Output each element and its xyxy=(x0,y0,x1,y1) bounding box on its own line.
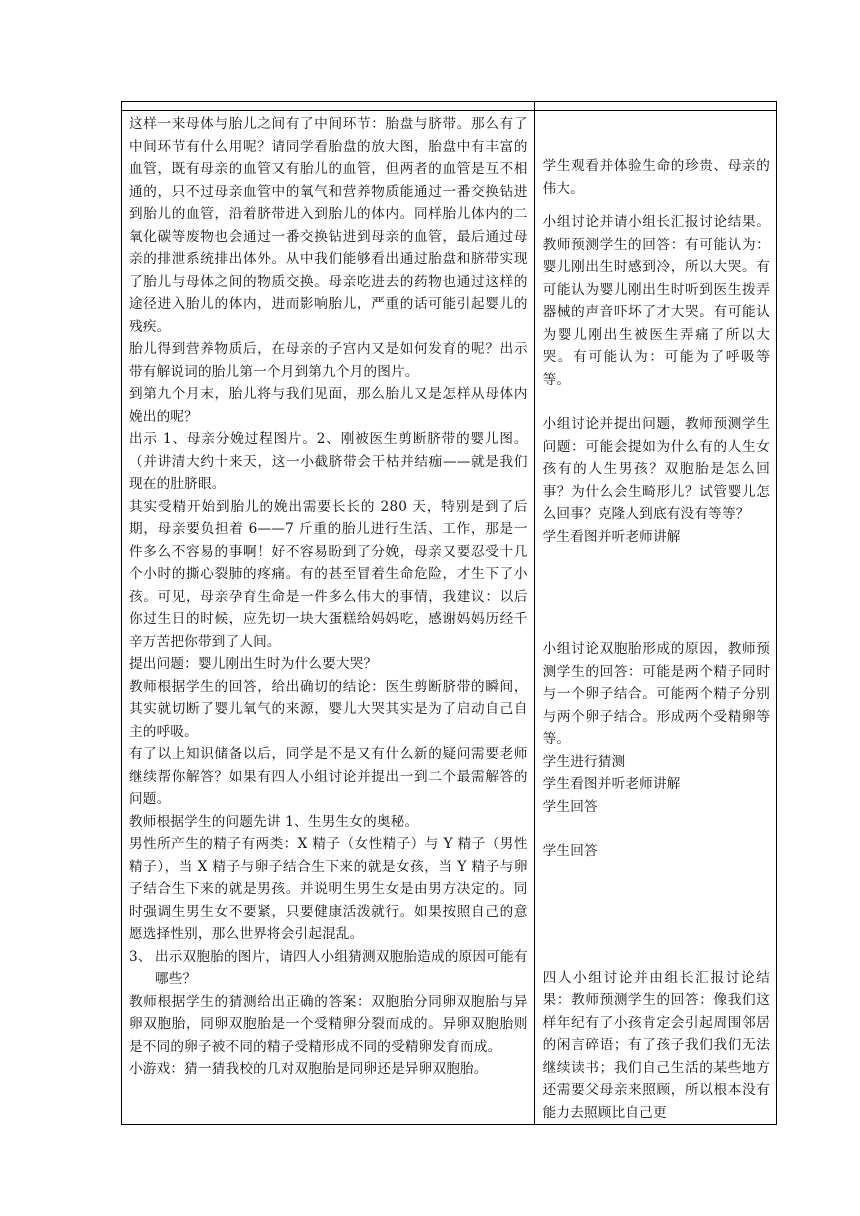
paragraph: 小组讨论并提出问题，教师预测学生问题：可能会提如为什么有的人生女孩有的人生男孩？双胞胎是怎么回事？为什么会生畸形儿？试管婴儿怎么回事？克隆人到底有没有等等？ xyxy=(542,416,770,522)
paragraph: 学生回答 xyxy=(542,843,598,859)
paragraph: 有了以上知识储备以后，同学是不是又有什么新的疑问需要老师继续帮你解答？如果有四人小组讨论并提出一到二个最需解答的问题。 xyxy=(129,746,528,807)
item-text: 出示双胞胎的图片，请四人小组猜测双胞胎造成的原因可能有哪些？ xyxy=(155,948,528,987)
student-activity-cell xyxy=(534,111,776,1125)
paragraph: 小组讨论双胞胎形成的原因，教师预测学生的回答：可能是两个精子同时与一个卵子结合。可能两个精子分别与两个卵子结合。形成两个受精卵等等。 xyxy=(542,641,770,747)
spacer xyxy=(543,818,770,840)
paragraph: 学生看图并听老师讲解 xyxy=(542,776,681,792)
paragraph: 出示 1、母亲分娩过程图片。2、刚被医生剪断脐带的婴儿图。（并讲清大约十来天，这一小截脐带会干枯并结痂——就是我们现在的肚脐眼。 xyxy=(129,431,528,492)
teacher-activity-cell xyxy=(122,111,535,1125)
paragraph: 学生回答 xyxy=(542,798,598,815)
paragraph: 男性所产生的精子有两类：X 精子（女性精子）与 Y 精子（男性精子），当 X 精子与卵子结合生下来的就是女孩，当 Y 精子与卵子结合生下来的就是男孩。并说明生男生女是由男方决定的。同时强调生男生女不要紧，只要健康活泼就行。如果按照自己的意愿选择性别，那么世界将会引起混乱。 xyxy=(129,836,528,942)
paragraph: 其实受精开始到胎儿的娩出需要长长的 280 天，特别是到了后期，母亲要负担着 6——7 斤重的胎儿进行生活、工作，那是一件多么不容易的事啊！好不容易盼到了分娩，母亲又要忍受十几个小时的撕心裂肺的疼痛。有的甚至冒着生命危险，才生下了小孩。可见，母亲孕育生命是一件多么伟大的事情，我建议：以后你过生日的时候，应先切一块大蛋糕给妈妈吃，感谢妈妈历经千辛万苦把你带到了人间。 xyxy=(129,498,528,650)
spacer xyxy=(543,391,770,413)
paragraph: 小游戏：猜一猜我校的几对双胞胎是同卵还是异卵双胞胎。 xyxy=(129,1061,488,1077)
paragraph: 胎儿得到营养物质后，在母亲的子宫内又是如何发育的呢？出示带有解说词的胎儿第一个月到第九个月的图片。 xyxy=(129,341,528,380)
lesson-table xyxy=(121,101,777,1125)
paragraph: 学生进行猜测 xyxy=(542,753,626,770)
spacer xyxy=(543,863,770,915)
paragraph: 教师根据学生的回答，给出确切的结论：医生剪断脐带的瞬间，其实就切断了婴儿氧气的来源，婴儿大哭其实是为了启动自己自主的呼吸。 xyxy=(129,678,528,740)
numbered-item xyxy=(129,946,528,991)
paragraph: 小组讨论并请小组长汇报讨论结果。教师预测学生的回答：有可能认为：婴儿刚出生时感到冷，所以大哭。有可能认为婴儿刚出生时听到医生拨弄器械的声音吓坏了才大哭。有可能认为婴儿刚出生被医生弄痛了所以大哭。有可能认为：可能为了呼吸等等。 xyxy=(542,214,770,388)
spacer xyxy=(543,200,770,211)
paragraph: 这样一来母体与胎儿之间有了中间环节：胎盘与脐带。那么有了中间环节有什么用呢？请同学看胎盘的放大图，胎盘中有丰富的血管，既有母亲的血管又有胎儿的血管，但两者的血管是互不相通的，只不过母亲血管中的氧气和营养物质能通过一番交换钻进到胎儿的血管，沿着脐带进入到胎儿的体内。同样胎儿体内的二氧化碳等废物也会通过一番交换钻进到母亲的血管，最后通过母亲的排泄系统排出体外。从中我们能够看出通过胎盘和脐带实现了胎儿与母体之间的物质交换。母亲吃进去的药物也通过这样的途径进入胎儿的体内，进而影响胎儿，严重的话可能引起婴儿的残疾。 xyxy=(129,116,528,335)
paragraph: 四人小组讨论并由组长汇报讨论结果：教师预测学生的回答：像我们这样年纪有了小孩肯定会引起周围邻居的闲言碎语；有了孩子我们我们无法继续读书；我们自己生活的某些地方还需要父母亲来照顾，所以根本没有能力去照顾比自己更 xyxy=(542,969,770,1121)
spacer xyxy=(543,113,770,155)
paragraph: 教师根据学生的问题先讲 1、生男生女的奥秘。 xyxy=(129,813,419,830)
paragraph: 教师根据学生的猜测给出正确的答案：双胞胎分同卵双胞胎与异卵双胞胎，同卵双胞胎是一个受精卵分裂而成的。异卵双胞胎则是不同的卵子被不同的精子受精形成不同的受精卵发育而成。 xyxy=(129,993,528,1055)
table-top-row xyxy=(122,102,777,111)
spacer xyxy=(543,915,770,967)
table-body-row xyxy=(122,111,777,1125)
spacer xyxy=(543,548,770,638)
top-left-cell xyxy=(122,102,535,111)
paragraph: 到第九个月末，胎儿将与我们见面，那么胎儿又是怎样从母体内娩出的呢？ xyxy=(129,386,528,425)
paragraph: 学生看图并听老师讲解 xyxy=(542,528,681,545)
top-right-cell xyxy=(534,102,776,111)
paragraph: 学生观看并体验生命的珍贵、母亲的伟大。 xyxy=(542,158,770,197)
paragraph: 提出问题：婴儿刚出生时为什么要大哭？ xyxy=(129,656,378,672)
item-number: 3、 xyxy=(129,948,152,965)
